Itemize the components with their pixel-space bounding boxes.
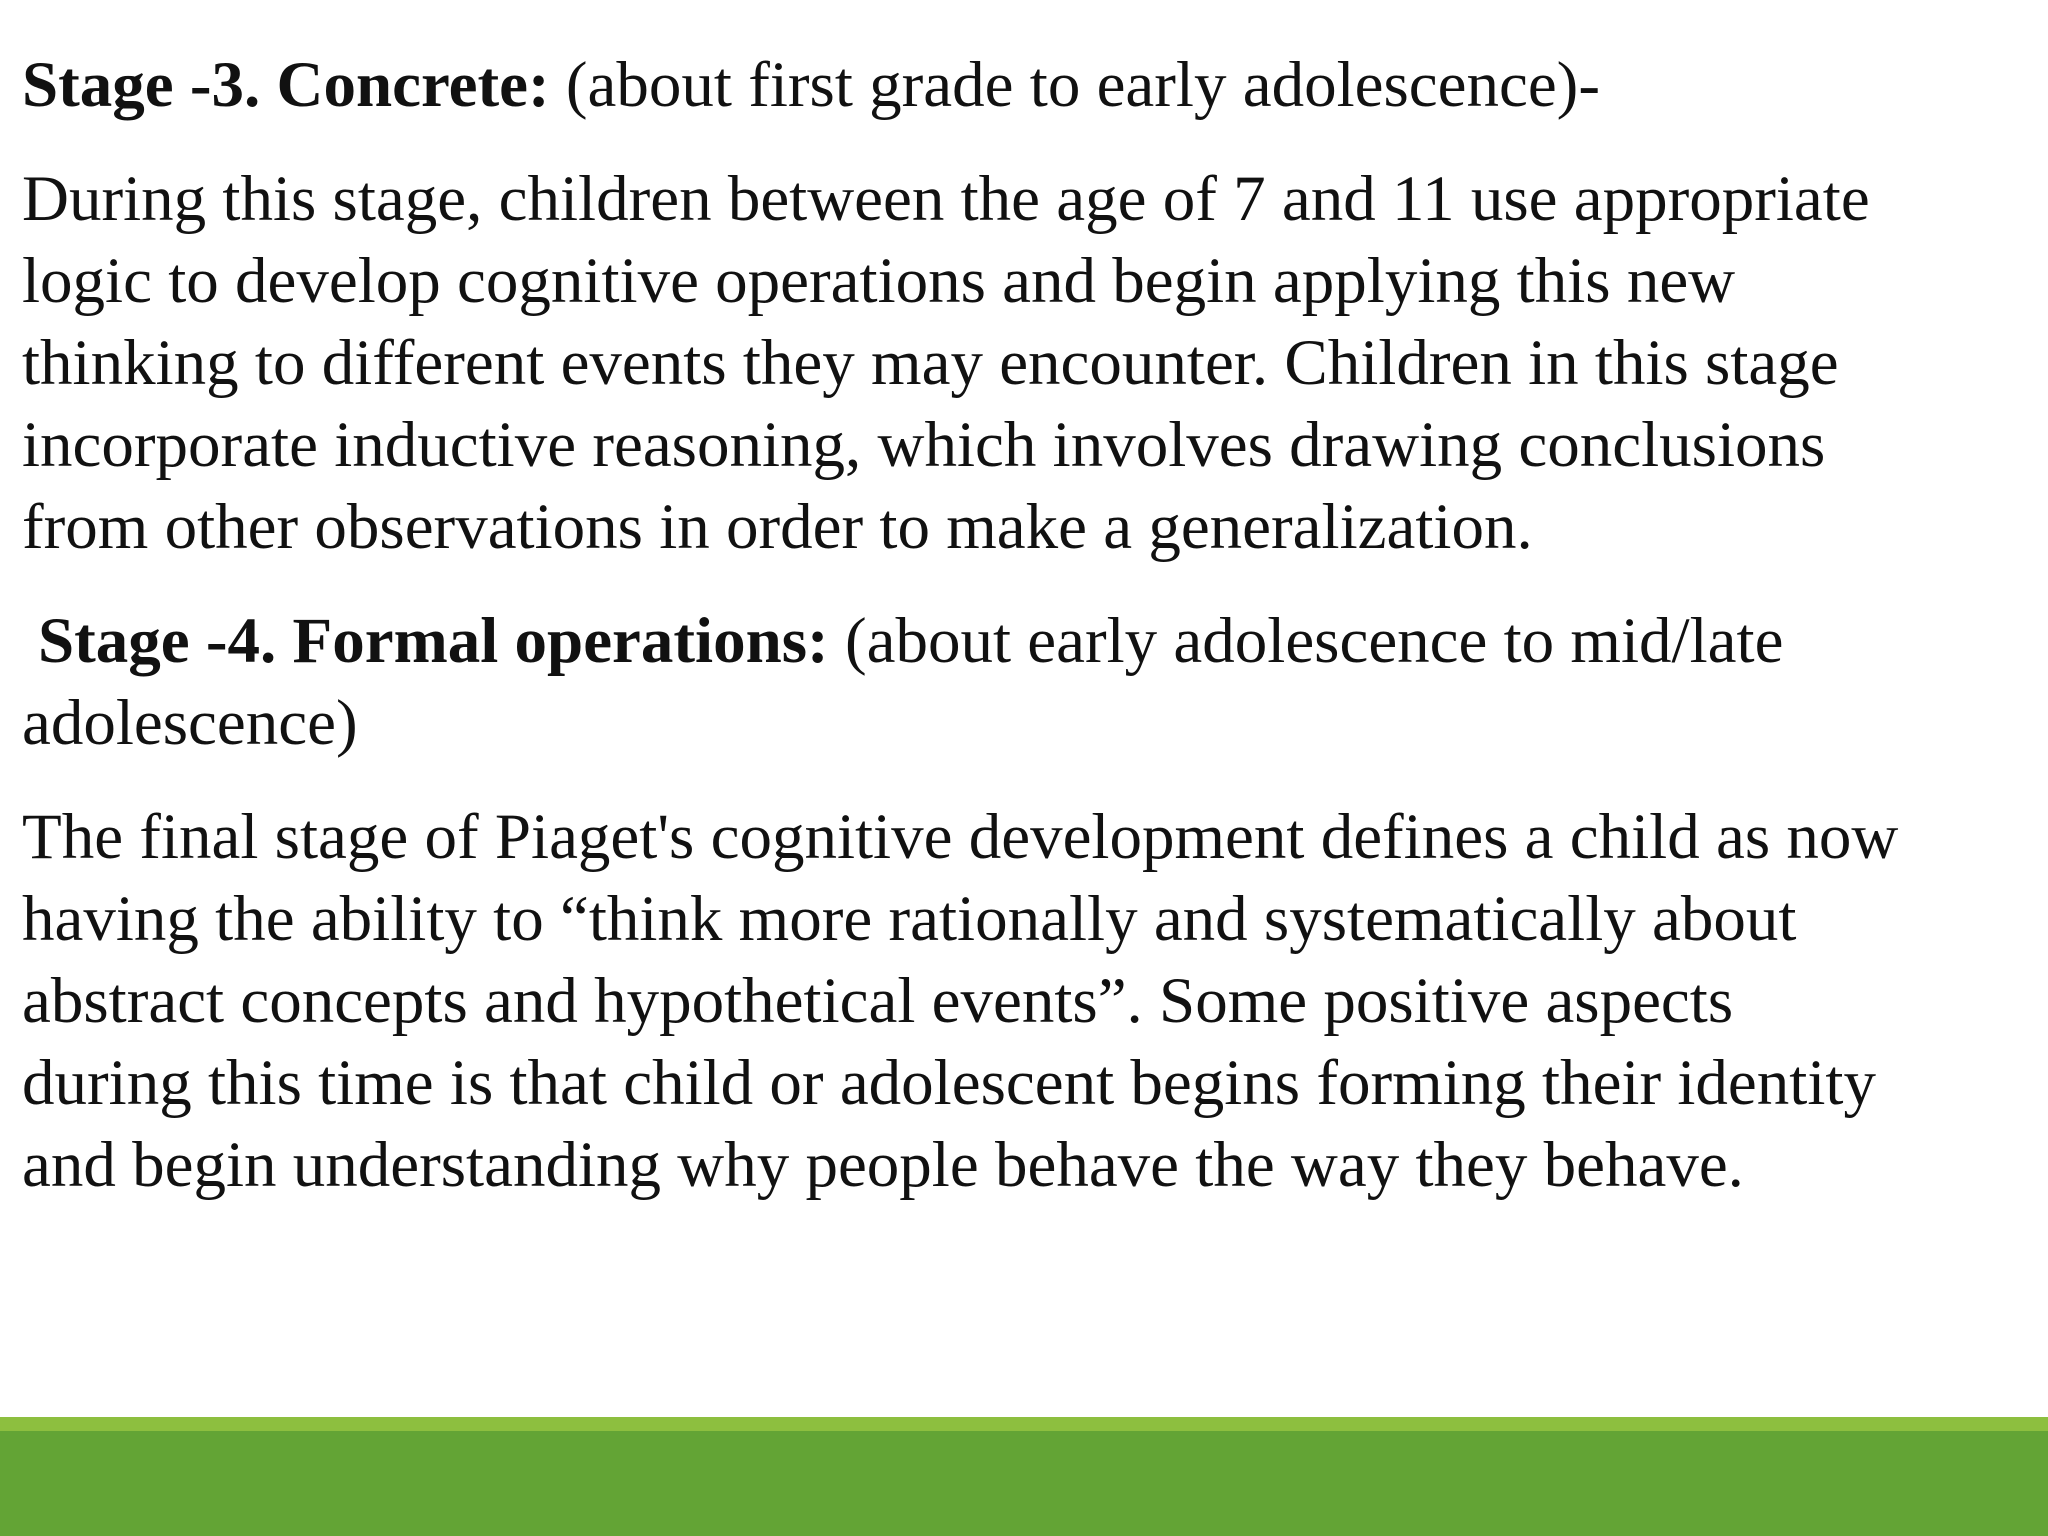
stage4-heading-rest: (about early adolescence to mid/late — [828, 605, 1784, 677]
stage3-body — [22, 158, 2032, 568]
stage4-body-line: The final stage of Piaget's cognitive development defines a child as now — [22, 801, 1899, 873]
stage4-body-line: and begin understanding why people behave the way they behave. — [22, 1129, 1744, 1201]
stage3-body-line: During this stage, children between the age of 7 and 11 use appropriate — [22, 163, 1870, 235]
stage3-heading-bold: Stage -3. Concrete: — [22, 49, 550, 121]
footer-band — [0, 1431, 2048, 1536]
stage4-heading-line — [22, 600, 2032, 682]
stage3-body-line: logic to develop cognitive operations and begin applying this new — [22, 245, 1736, 317]
stage4-heading-bold: Stage -4. Formal operations: — [38, 605, 829, 677]
stage4-heading-line2: adolescence) — [22, 687, 358, 759]
footer-accent-stripe — [0, 1417, 2048, 1431]
stage3-heading-rest: (about first grade to early adolescence)- — [549, 49, 1600, 121]
stage4-body-line: having the ability to “think more rationally and systematically about — [22, 883, 1797, 955]
stage3-body-line: incorporate inductive reasoning, which involves drawing conclusions — [22, 409, 1826, 481]
stage3-body-line: from other observations in order to make a generalization. — [22, 491, 1533, 563]
stage3-body-line: thinking to different events they may encounter. Children in this stage — [22, 327, 1839, 399]
stage4-heading — [22, 600, 2032, 764]
stage4-body-line: abstract concepts and hypothetical events”. Some positive aspects — [22, 965, 1734, 1037]
stage3-heading — [22, 44, 2032, 126]
stage4-body-line: during this time is that child or adolescent begins forming their identity — [22, 1047, 1876, 1119]
stage4-body — [22, 796, 2032, 1206]
slide-content — [22, 44, 2032, 1238]
